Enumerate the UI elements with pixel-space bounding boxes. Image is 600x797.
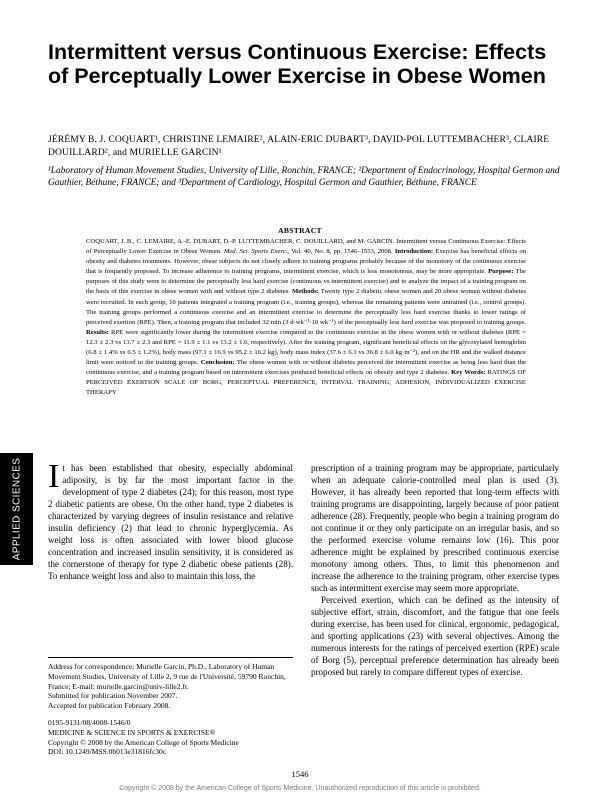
abstract-methods: Twenty type 2 diabetic obese women and 20 obese women without diabetes were recruited. In each group, 10 patients integrated a training program (i.e., training groups), whereas the remaining patients were untrained (i.e., control groups). The training groups performed a continuous exercise and an intermittent exercise to determine the perceptually less hard exercise thanks to lower ratings of perceived exertion (RPE). Then, a training program that included 32 min (3 d·wk⁻¹·10 wk⁻¹) of the perceptually less hard exercise was proposed to training groups. (86, 288, 527, 326)
body-column-left (48, 458, 293, 582)
abstract-journal: Med. Sci. Sports Exerc., (223, 248, 290, 256)
doi[interactable]: DOI: 10.1249/MSS.0b013e31816fc30c (48, 747, 167, 757)
body-column-right (311, 462, 559, 678)
correspondence-note (48, 662, 293, 711)
abstract-volume: Vol. 40, No. 8, pp. 1546–1553, 2008. (291, 248, 393, 256)
abstract-results-label: Results: (86, 328, 109, 336)
abstract-heading: ABSTRACT (278, 226, 322, 235)
drop-cap: I (48, 458, 60, 495)
publication-info (48, 718, 293, 757)
page-number: 1546 (291, 769, 309, 779)
abstract-intro: Exercise has beneficial effects on obesity and diabetes treatments. However, obese subjects do not closely adhere to training programs probably because of the monotony of the continuous exercise that is frequently proposed. To increase adherence to training programs, intermittent exercise, which is less monotonous, may be more appropriate. (86, 248, 527, 276)
footnote-divider (48, 657, 293, 658)
copyright-footer: Copyright © 2008 by the American College of Sports Medicine. Unauthorized reproduction of this article is prohibited. (119, 785, 481, 792)
abstract-purpose: The purposes of this study were to determine the perceptually less hard exercise (continuous vs intermittent exercise) and to analyze the impact of a training program on the basis of this exercise in obese women with and without type 2 diabetes. (86, 268, 526, 296)
abstract-conclusion-label: Conclusion: (200, 359, 235, 367)
abstract-intro-label: Introduction: (394, 248, 434, 256)
correspondence-address: Address for correspondence: Murielle Garcin, Ph.D., Laboratory of Human Movement Studies, University of Lille 2, 9 rue de l'Université, 59790 Ronchin, France; E-mail: murielle.garcin@univ-lille2.fr. (48, 662, 286, 691)
abstract-keywords-label: Key Words: (451, 369, 486, 377)
copyright-line: Copyright © 2008 by the American College of Sports Medicine (48, 737, 239, 747)
side-tab-label: APPLIED SCIENCES (11, 457, 22, 561)
article-title: Intermittent versus Continuous Exercise: Effects of Perceptually Lower Exercise in Obese Women (48, 40, 547, 88)
abstract-keywords: RATINGS OF PERCEIVED EXERTION SCALE OF BORG, PERCEPTUAL PREFERENCE, INTERVAL TRAINING, ADHESION, INDIVIDUALIZED EXERCISE THERAPY (86, 369, 526, 397)
abstract-citation: COQUART, J. B., C. LEMAIRE, A.-E. DUBART, D.-P. LUTTEMBACHER, C. DOUILLARD, and M. GARCIN. Intermittent versus Continuous Exercise: Effects of Perceptually Lower Exercise in Obese Women. (86, 238, 526, 256)
body-paragraph: Perceived exertion, which can be defined as the intensity of subjective effort, strain, discomfort, and the fatigue that one feels during exercise, has been used for clinical, ergonomic, pedagogical, and sporting applications (23) with several objectives. Among the numerous interests for the ratings of perceived exertion (RPE) scale of Borg (5), perceptual preference determination has already been proposed but rarely to compare different types of exercise. (311, 595, 559, 677)
body-paragraph-text: t has been established that obesity, especially abdominal adiposity, is by far the most important factor in the development of type 2 diabetes (24); for this reason, most type 2 diabetic patients are obese. On the other hand, type 2 diabetes is characterized by varying degrees of insulin resistance and relative insulin deficiency (2) that lead to chronic hyperglycemia. As weight loss is often associated with lower blood glucose concentration and increased insulin sensitivity, it is considered as the cornerstone of therapy for type 2 diabetic obese patients (28). To enhance weight loss and also to maintain this loss, the (48, 463, 293, 581)
issn: 0195-9131/08/4008-1546/0 (48, 718, 131, 727)
section-side-tab (0, 453, 33, 565)
abstract-body (86, 237, 526, 399)
body-paragraph: prescription of a training program may be appropriate, particularly when an adequate calorie-controlled meal plan is used (3). However, it has already been reported that long-term effects with training programs are disappointing, largely because of poor patient adherence (28). Frequently, people who begin a training program do not continue it or they only participate on an irregular basis, and so the performed exercise volume remains low (16). This poor adherence might be explained by prescribed continuous exercise monotony among others. Thus, to limit this phenomenon and increase the adherence to the training program, other exercise types such as intermittent exercise may seem more appropriate. (311, 463, 559, 593)
journal-name: MEDICINE & SCIENCE IN SPORTS & EXERCISE® (48, 727, 216, 737)
abstract-results: RPE were significantly lower during the intermittent exercise compared to the continuous exercise in the obese women with or without diabetes (RPE = 12.3 ± 2.3 vs 13.7 ± 2.3 and RPE = 11.9 ± 1.1 vs 13.2 ± 1.6, respectively). After the training program, significant beneficial effects on the glycosylated hemoglobin (6.8 ± 1.4% vs 6.5 ± 1.2%), body mass (97.1 ± 16.9 vs 95.2 ± 16.2 kg), body mass index (37.6 ± 6.1 vs 36.8 ± 6.0 kg·m⁻²), and on the HR and the walked distance limit were noticed in the training groups. (86, 328, 526, 367)
abstract-conclusion: The obese women with or without diabetes perceived the intermittent exercise as being less hard than the continuous exercise, and a training program based on intermittent exercises produced beneficial effects on obesity and type 2 diabetes. (86, 359, 527, 377)
accepted-date: Accepted for publication February 2008. (48, 701, 171, 711)
abstract-methods-label: Methods: (291, 288, 319, 296)
submitted-date: Submitted for publication November 2007. (48, 691, 178, 701)
abstract-purpose-label: Purpose: (488, 268, 514, 276)
author-list: JÉRÉMY B. J. COQUART¹, CHRISTINE LEMAIRE², ALAIN-ERIC DUBART³, DAVID-POL LUTTEMBACHER³, CLAIRE DOUILLARD², and MURIELLE GARCIN¹ (48, 134, 550, 158)
body-paragraph (48, 458, 293, 582)
affiliations: ¹Laboratory of Human Movement Studies, University of Lille, Ronchin, FRANCE; ²Department of Endocrinology, Hospital Germon and Gauthier, Béthune, FRANCE; and ³Department of Cardiology, Hospital Germon and Gauthier, Béthune, FRANCE (48, 166, 560, 188)
